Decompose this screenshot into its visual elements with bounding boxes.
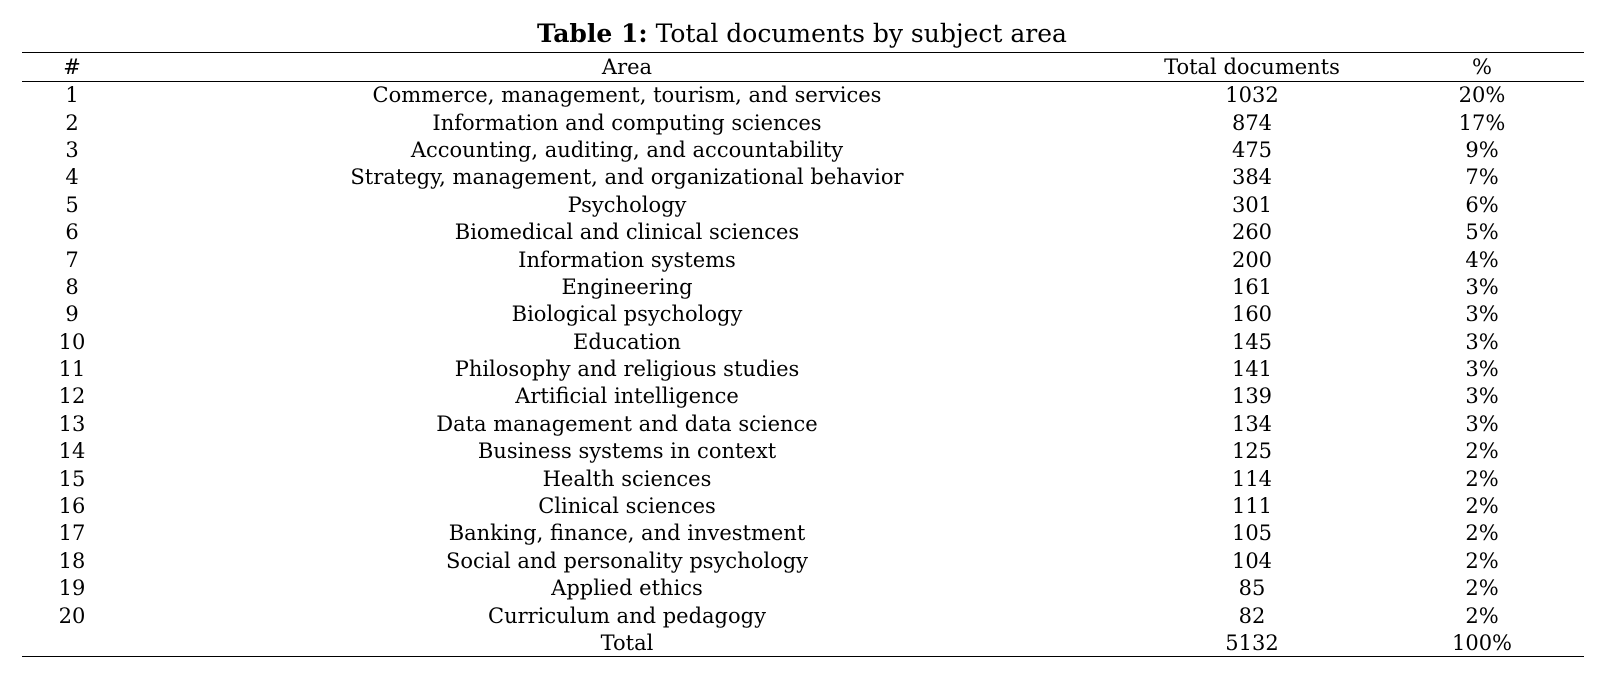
row-total-documents: 82: [1238, 603, 1266, 628]
table-header: [22, 53, 1584, 82]
table-row: [22, 164, 1584, 191]
table-row: [22, 109, 1584, 136]
row-area: Biological psychology: [511, 302, 743, 327]
table-row: [22, 520, 1584, 547]
table-row: [22, 301, 1584, 328]
row-area: Artificial intelligence: [515, 384, 739, 409]
row-total-documents: 125: [1231, 439, 1273, 464]
table-row: [22, 246, 1584, 273]
row-area: Social and personality psychology: [445, 548, 809, 573]
row-area: Commerce, management, tourism, and services: [372, 83, 882, 108]
table-row: [22, 547, 1584, 574]
row-percent: 3%: [1465, 274, 1499, 299]
row-area: Health sciences: [542, 466, 712, 491]
row-number: 4: [65, 165, 79, 190]
table-row: [22, 355, 1584, 382]
table-row: [22, 602, 1584, 629]
row-percent: 3%: [1465, 384, 1499, 409]
row-area: Biomedical and clinical sciences: [454, 220, 800, 245]
row-number: 16: [58, 494, 86, 519]
row-total-documents: 260: [1231, 220, 1273, 245]
row-percent: 2%: [1465, 548, 1499, 573]
row-area: Education: [573, 329, 681, 354]
row-total-documents: 161: [1231, 274, 1273, 299]
row-percent: 9%: [1465, 137, 1499, 162]
row-percent: 3%: [1465, 302, 1499, 327]
row-total-documents: 475: [1231, 137, 1273, 162]
row-total-documents: 134: [1231, 411, 1273, 436]
table-row: [22, 273, 1584, 300]
table-row: [22, 438, 1584, 465]
row-percent: 3%: [1465, 329, 1499, 354]
total-row-documents: 5132: [1225, 630, 1279, 655]
row-area: Information and computing sciences: [432, 110, 822, 135]
row-area: Strategy, management, and organizational behavior: [350, 165, 904, 190]
row-number: 9: [65, 302, 79, 327]
row-total-documents: 139: [1231, 384, 1273, 409]
row-number: 19: [58, 576, 86, 601]
total-row-label: Total: [600, 630, 654, 655]
row-total-documents: 200: [1231, 247, 1273, 272]
row-number: 8: [65, 274, 79, 299]
total-row-percent: 100%: [1451, 630, 1513, 655]
row-number: 20: [58, 603, 86, 628]
table-row: [22, 191, 1584, 218]
row-total-documents: 145: [1231, 329, 1273, 354]
documents-table: [22, 52, 1584, 657]
row-total-documents: 141: [1231, 357, 1273, 382]
row-number: 13: [58, 411, 86, 436]
row-total-documents: 105: [1231, 521, 1273, 546]
row-percent: 17%: [1458, 110, 1506, 135]
row-percent: 2%: [1465, 576, 1499, 601]
row-number: 15: [58, 466, 86, 491]
row-percent: 2%: [1465, 494, 1499, 519]
header-row: [22, 53, 1584, 82]
table-row: [22, 410, 1584, 437]
row-area: Information systems: [518, 247, 736, 272]
row-area: Psychology: [567, 192, 687, 217]
row-number: 18: [58, 548, 86, 573]
row-percent: 3%: [1465, 357, 1499, 382]
row-area: Banking, finance, and investment: [448, 521, 806, 546]
row-number: 6: [65, 220, 79, 245]
total-row-number: [22, 629, 122, 656]
row-total-documents: 85: [1238, 576, 1266, 601]
row-number: 10: [58, 329, 86, 354]
row-area: Clinical sciences: [538, 494, 716, 519]
row-area: Philosophy and religious studies: [454, 357, 800, 382]
row-percent: 2%: [1465, 466, 1499, 491]
row-total-documents: 874: [1231, 110, 1273, 135]
row-percent: 2%: [1465, 521, 1499, 546]
table-caption-text: Total documents by subject area: [655, 19, 1067, 48]
row-percent: 2%: [1465, 439, 1499, 464]
row-percent: 5%: [1465, 220, 1499, 245]
row-number: 2: [65, 110, 79, 135]
table-row: [22, 218, 1584, 245]
table-row: [22, 136, 1584, 163]
row-area: Engineering: [561, 274, 693, 299]
row-percent: 4%: [1465, 247, 1499, 272]
header-area: Area: [601, 55, 653, 79]
row-total-documents: 104: [1231, 548, 1273, 573]
table-row: [22, 82, 1584, 109]
row-percent: 3%: [1465, 411, 1499, 436]
row-number: 17: [58, 521, 86, 546]
table-row: [22, 465, 1584, 492]
row-number: 14: [58, 439, 86, 464]
header-total-documents: Total documents: [1164, 55, 1340, 79]
row-number: 12: [58, 384, 86, 409]
header-percent: %: [1472, 55, 1492, 79]
row-total-documents: 384: [1231, 165, 1273, 190]
row-total-documents: 301: [1231, 192, 1273, 217]
row-percent: 6%: [1465, 192, 1499, 217]
total-row: [22, 629, 1584, 656]
table-body: [22, 82, 1584, 630]
row-percent: 7%: [1465, 165, 1499, 190]
row-area: Data management and data science: [436, 411, 818, 436]
row-total-documents: 111: [1231, 494, 1273, 519]
table-caption: [0, 17, 1604, 51]
row-percent: 20%: [1458, 83, 1506, 108]
table-row: [22, 383, 1584, 410]
row-number: 7: [65, 247, 79, 272]
row-number: 11: [58, 357, 86, 382]
row-area: Accounting, auditing, and accountability: [410, 137, 844, 162]
row-area: Curriculum and pedagogy: [488, 603, 766, 628]
header-number: #: [63, 55, 81, 79]
row-number: 1: [65, 83, 79, 108]
table-footer: [22, 629, 1584, 656]
table-row: [22, 492, 1584, 519]
row-percent: 2%: [1465, 603, 1499, 628]
table-row: [22, 575, 1584, 602]
table-row: [22, 328, 1584, 355]
row-number: 3: [65, 137, 79, 162]
row-total-documents: 1032: [1225, 83, 1279, 108]
row-total-documents: 160: [1231, 302, 1273, 327]
row-total-documents: 114: [1231, 466, 1273, 491]
table-caption-label: Table 1:: [537, 19, 648, 48]
row-area: Applied ethics: [551, 576, 703, 601]
row-number: 5: [65, 192, 79, 217]
row-area: Business systems in context: [477, 439, 777, 464]
